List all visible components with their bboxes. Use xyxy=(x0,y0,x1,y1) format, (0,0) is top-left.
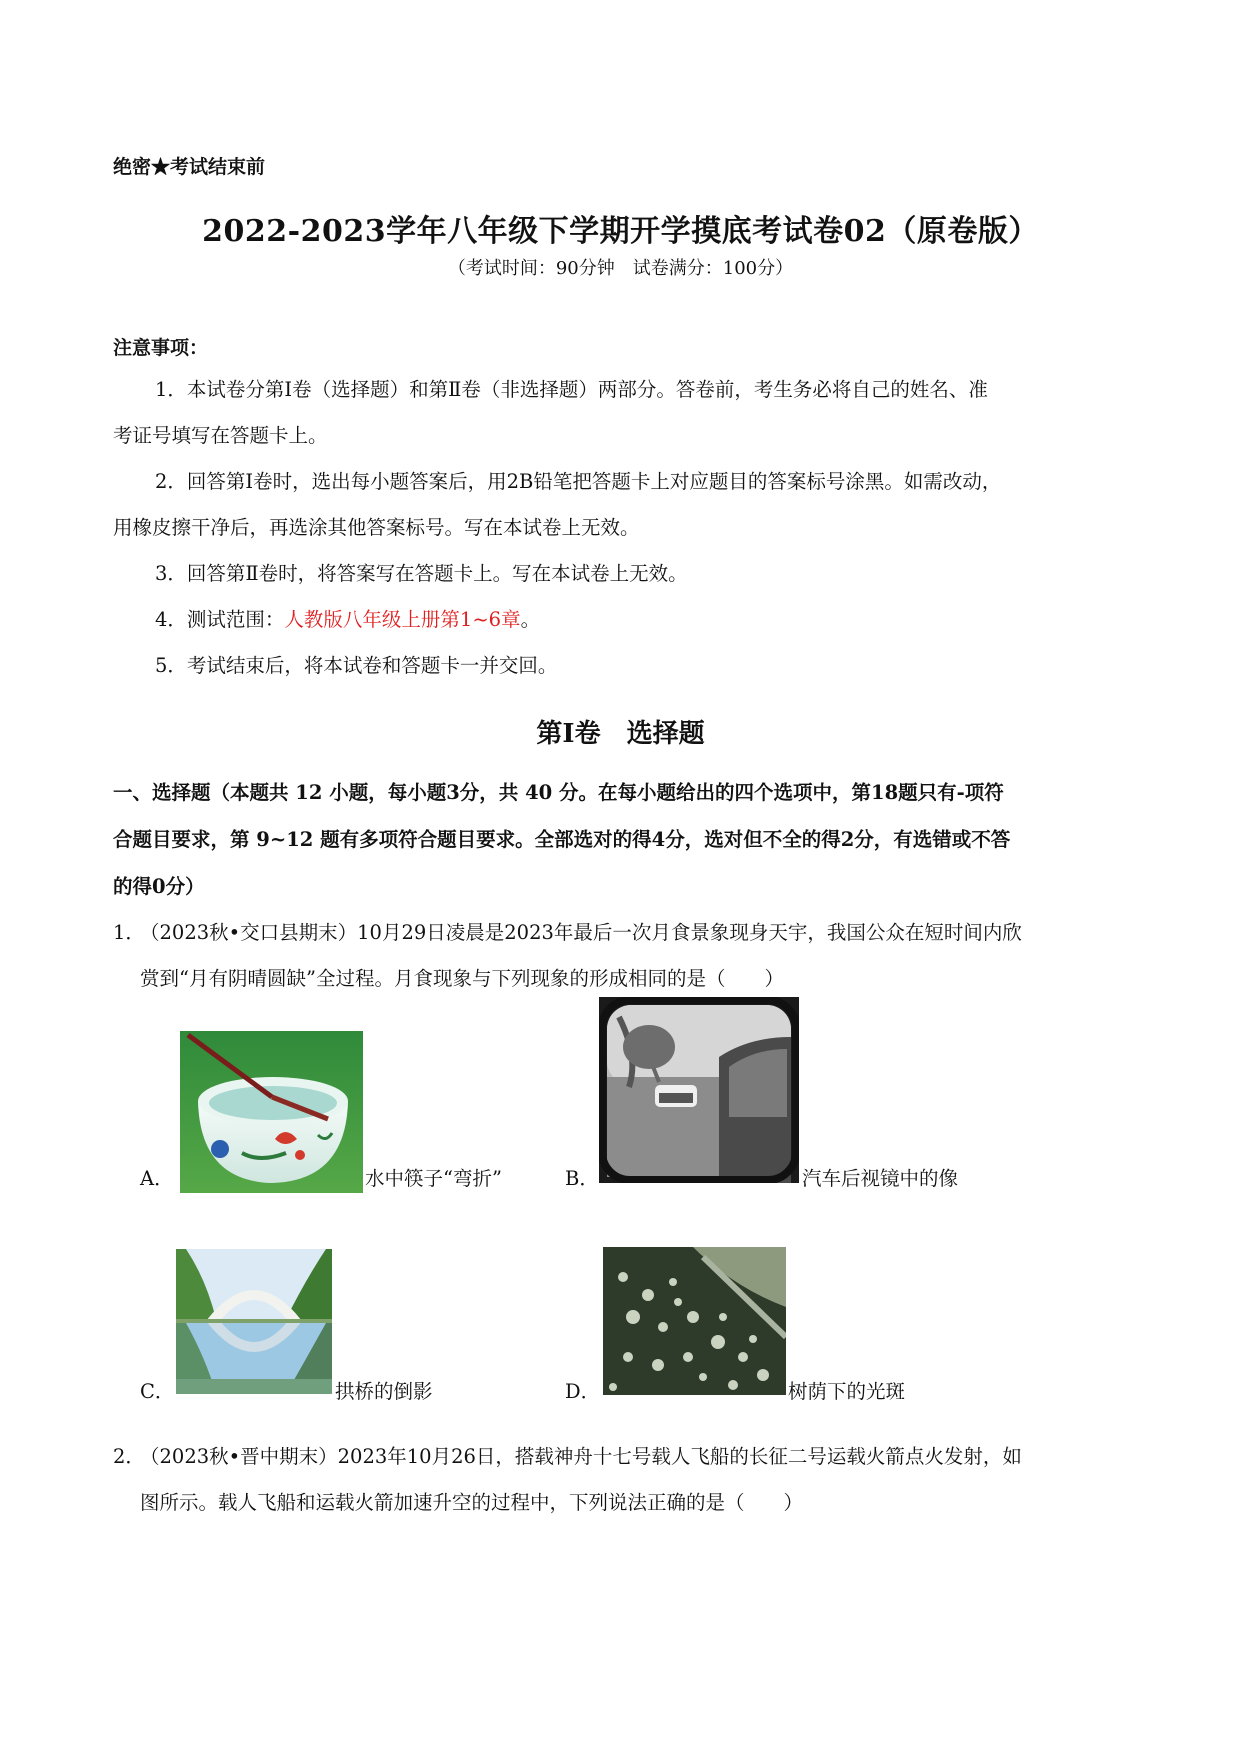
option-a-image xyxy=(180,1031,363,1193)
exam-time-info: （考试时间：90分钟 试卷满分：100分） xyxy=(447,258,794,279)
question-1-line2: 赏到“月有阴晴圆缺”全过程。月食现象与下列现象的形成相同的是（ ） xyxy=(140,967,784,990)
option-b-image xyxy=(599,997,799,1183)
option-c-text: 拱桥的倒影 xyxy=(335,1380,433,1403)
option-d-text: 树荫下的光斑 xyxy=(788,1380,906,1403)
section-title: 第Ⅰ卷 选择题 xyxy=(536,719,705,749)
notice-item-1-line2: 考证号填写在答题卡上。 xyxy=(113,424,328,447)
question-1-number: 1． xyxy=(113,921,145,944)
question-2-line2: 图所示。载人飞船和运载火箭加速升空的过程中，下列说法正确的是（ ） xyxy=(140,1491,804,1514)
question-1-line1: （2023秋•交口县期末）10月29日凌晨是2023年最后一次月食景象现身天宇，我国公众在短时间内欣 xyxy=(140,921,1022,944)
test-scope-highlight: 人教版八年级上册第1~6章 xyxy=(284,608,521,631)
notice-item-4-prefix: 4．测试范围： xyxy=(155,608,285,631)
notice-item-4 xyxy=(155,604,540,632)
page-title: 2022-2023学年八年级下学期开学摸底考试卷02（原卷版） xyxy=(202,214,1039,249)
notice-item-3: 3．回答第Ⅱ卷时，将答案写在答题卡上。写在本试卷上无效。 xyxy=(155,562,688,585)
option-c-letter: C． xyxy=(140,1380,175,1403)
notice-item-5: 5．考试结束后，将本试卷和答题卡一并交回。 xyxy=(155,654,558,677)
notice-item-2-line2: 用橡皮擦干净后，再选涂其他答案标号。写在本试卷上无效。 xyxy=(113,516,640,539)
part1-instructions-line2: 合题目要求，第 9~12 题有多项符合题目要求。全部选对的得4分，选对但不全的得2分，有选错或不答 xyxy=(113,828,1011,851)
option-b-letter: B． xyxy=(565,1167,599,1190)
part1-instructions-line3: 的得0分） xyxy=(113,875,205,898)
option-d-image xyxy=(603,1247,786,1395)
option-a-letter: A． xyxy=(140,1167,174,1190)
question-2-number: 2． xyxy=(113,1445,145,1468)
confidential-label: 绝密★考试结束前 xyxy=(113,156,266,178)
notice-heading: 注意事项： xyxy=(113,337,209,359)
notice-item-1-line1: 1．本试卷分第Ⅰ卷（选择题）和第Ⅱ卷（非选择题）两部分。答卷前，考生务必将自己的姓名、准 xyxy=(155,378,988,401)
notice-item-2-line1: 2．回答第Ⅰ卷时，选出每小题答案后，用2B铅笔把答题卡上对应题目的答案标号涂黑。如需改动， xyxy=(155,470,1002,493)
option-d-letter: D． xyxy=(565,1380,601,1403)
option-b-text: 汽车后视镜中的像 xyxy=(802,1167,959,1190)
part1-instructions-line1: 一、选择题（本题共 12 小题，每小题3分，共 40 分。在每小题给出的四个选项中，第18题只有-项符 xyxy=(113,781,1004,804)
option-c-image xyxy=(176,1249,332,1394)
notice-item-4-suffix: 。 xyxy=(520,608,541,631)
question-2-line1: （2023秋•晋中期末）2023年10月26日，搭载神舟十七号载人飞船的长征二号运载火箭点火发射，如 xyxy=(140,1445,1022,1468)
option-a-text: 水中筷子“弯折” xyxy=(365,1167,502,1190)
